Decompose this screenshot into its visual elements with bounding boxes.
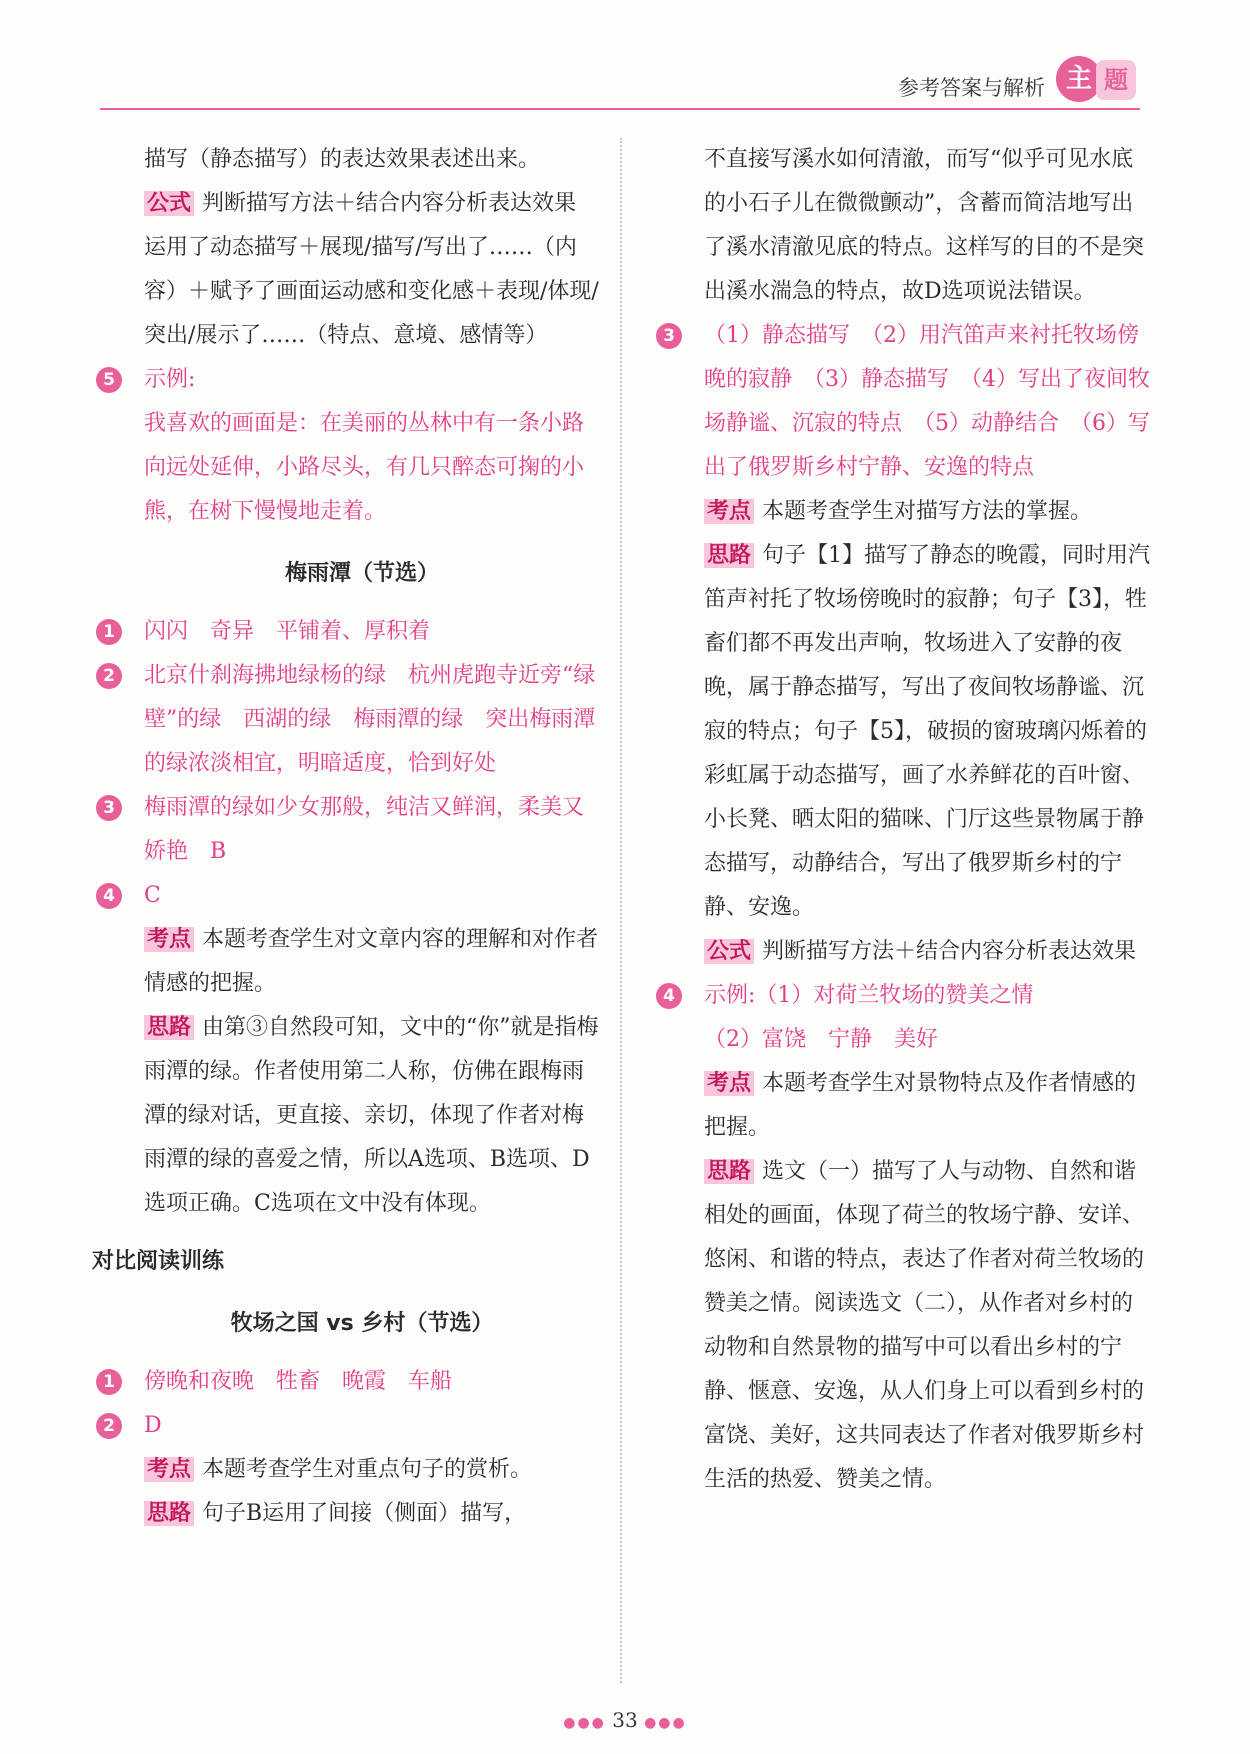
formula-tag: 公式 (144, 191, 194, 216)
silu-text: 句子【1】描写了静态的晚霞，同时用汽笛声衬托了牧场傍晚时的寂静；句子【3】，牲畜们都不再发出声响，牧场进入了安静的夜晚，属于静态描写，写出了夜间牧场静谧、沉寂的特点；句子【5】，破损的窗玻璃闪烁着的彩虹属于动态描写，画了水养鲜花的百叶窗、小长凳、晒太阳的猫咪、门厅这些景物属于静态描写，动静结合，写出了俄罗斯乡村的宁静、安逸。 (704, 543, 1151, 920)
kaodian-tag: 考点 (144, 927, 194, 952)
answer-item-2 (92, 1404, 602, 1536)
silu-tag: 思路 (144, 1501, 194, 1526)
topic-badge (1056, 56, 1140, 102)
page-number: 33 (612, 1708, 638, 1732)
badge-ti: 题 (1096, 60, 1136, 100)
silu-tag: 思路 (144, 1015, 194, 1040)
formula-tag: 公式 (704, 939, 754, 964)
answer-item-5 (92, 358, 602, 534)
answer-text: （2）富饶 宁静 美好 (704, 1027, 938, 1052)
kaodian-tag: 考点 (704, 499, 754, 524)
question-number: 5 (96, 367, 122, 393)
answer-text: 我喜欢的画面是：在美丽的丛林中有一条小路向远处延伸，小路尽头，有几只醉态可掬的小熊，在树下慢慢地走着。 (144, 411, 585, 524)
kaodian-line (704, 490, 1152, 534)
question-number: 2 (96, 663, 122, 689)
silu-line (144, 1492, 602, 1536)
answer-item-3 (92, 786, 602, 874)
question-number: 4 (96, 883, 122, 909)
silu-tag: 思路 (704, 1159, 754, 1184)
answer-item-3 (652, 314, 1152, 974)
section-heading: 对比阅读训练 (92, 1249, 225, 1274)
answer-choice: C (144, 883, 161, 908)
question-number: 1 (96, 619, 122, 645)
badge-zhu: 主 (1056, 56, 1102, 102)
header-title: 参考答案与解析 (898, 76, 1045, 100)
formula-text: 判断描写方法＋结合内容分析表达效果 (202, 191, 577, 216)
kaodian-line (144, 1448, 602, 1492)
silu-text: 由第③自然段可知，文中的“你”就是指梅雨潭的绿。作者使用第二人称，仿佛在跟梅雨潭的绿对话，更直接、亲切，体现了作者对梅雨潭的绿的喜爱之情，所以A选项、B选项、D选项正确。C选项在文中没有体现。 (144, 1015, 599, 1216)
answer-item-4 (92, 874, 602, 1226)
answer-text: 北京什刹海拂地绿杨的绿 杭州虎跑寺近旁“绿壁”的绿 西湖的绿 梅雨潭的绿 突出梅雨潭的绿浓淡相宜，明暗适度，恰到好处 (144, 663, 596, 776)
answer-item-4 (652, 974, 1152, 1502)
footer-dots-right: ●●● (644, 1715, 687, 1731)
kaodian-tag: 考点 (144, 1457, 194, 1482)
kaodian-text: 本题考查学生对描写方法的掌握。 (762, 499, 1093, 524)
answer-text: （1）静态描写 （2）用汽笛声来衬托牧场傍晚的寂静 （3）静态描写 （4）写出了夜间牧场静谧、沉寂的特点 （5）动静结合 （6）写出了俄罗斯乡村宁静、安逸的特点 (704, 323, 1150, 480)
question-number: 2 (96, 1413, 122, 1439)
left-column (92, 138, 602, 1536)
question-number: 3 (96, 795, 122, 821)
kaodian-tag: 考点 (704, 1071, 754, 1096)
kaodian-text: 本题考查学生对景物特点及作者情感的把握。 (704, 1071, 1137, 1140)
kaodian-text: 本题考查学生对文章内容的理解和对作者情感的把握。 (144, 927, 599, 996)
question-number: 4 (656, 983, 682, 1009)
answer-label: 示例: (144, 367, 196, 392)
answer-item-2 (92, 654, 602, 786)
kaodian-line (144, 918, 602, 1006)
answer-text: 示例:（1）对荷兰牧场的赞美之情 (704, 983, 1034, 1008)
kaodian-line (704, 1062, 1152, 1150)
silu-line (704, 534, 1152, 930)
continued-text: 不直接写溪水如何清澈，而写“似乎可见水底的小石子儿在微微颤动”，含蓄而简洁地写出了溪水清澈见底的特点。这样写的目的不是突出溪水湍急的特点，故D选项说法错误。 (704, 147, 1145, 304)
answer-item-1 (92, 1360, 602, 1404)
silu-line (144, 1006, 602, 1226)
section-title: 牧场之国 vs 乡村（节选） (230, 1311, 494, 1336)
intro-line: 描写（静态描写）的表达效果表述出来。 (144, 147, 541, 172)
question-number: 3 (656, 323, 682, 349)
silu-line (704, 1150, 1152, 1502)
formula-text: 判断描写方法＋结合内容分析表达效果 (762, 939, 1137, 964)
template-text: 运用了动态描写＋展现/描写/写出了……（内容）＋赋予了画面运动感和变化感＋表现/体现/突出/展示了……（特点、意境、感情等） (144, 235, 599, 348)
header-rule (100, 108, 1140, 110)
answer-choice: D (144, 1413, 162, 1438)
section-title: 梅雨潭（节选） (284, 561, 439, 586)
silu-text: 句子B运用了间接（侧面）描写， (202, 1501, 527, 1526)
column-divider (620, 138, 622, 1683)
formula-line (92, 182, 602, 226)
silu-tag: 思路 (704, 543, 754, 568)
answer-text: 闪闪 奇异 平铺着、厚积着 (144, 619, 431, 644)
right-column (652, 138, 1152, 1502)
silu-text: 选文（一）描写了人与动物、自然和谐相处的画面，体现了荷兰的牧场宁静、安详、悠闲、和谐的特点，表达了作者对荷兰牧场的赞美之情。阅读选文（二），从作者对乡村的动物和自然景物的描写中可以看出乡村的宁静、惬意、安逸，从人们身上可以看到乡村的富饶、美好，这共同表达了作者对俄罗斯乡村生活的热爱、赞美之情。 (704, 1159, 1145, 1492)
footer-dots-left: ●●● (563, 1715, 606, 1731)
answer-item-1 (92, 610, 602, 654)
answer-text: 傍晚和夜晚 牲畜 晚霞 车船 (144, 1369, 453, 1394)
page-footer (0, 1708, 1250, 1732)
question-number: 1 (96, 1369, 122, 1395)
answer-text: 梅雨潭的绿如少女那般，纯洁又鲜润，柔美又娇艳 B (144, 795, 585, 864)
page-header (100, 62, 1140, 110)
formula-line (704, 930, 1152, 974)
kaodian-text: 本题考查学生对重点句子的赏析。 (202, 1457, 533, 1482)
